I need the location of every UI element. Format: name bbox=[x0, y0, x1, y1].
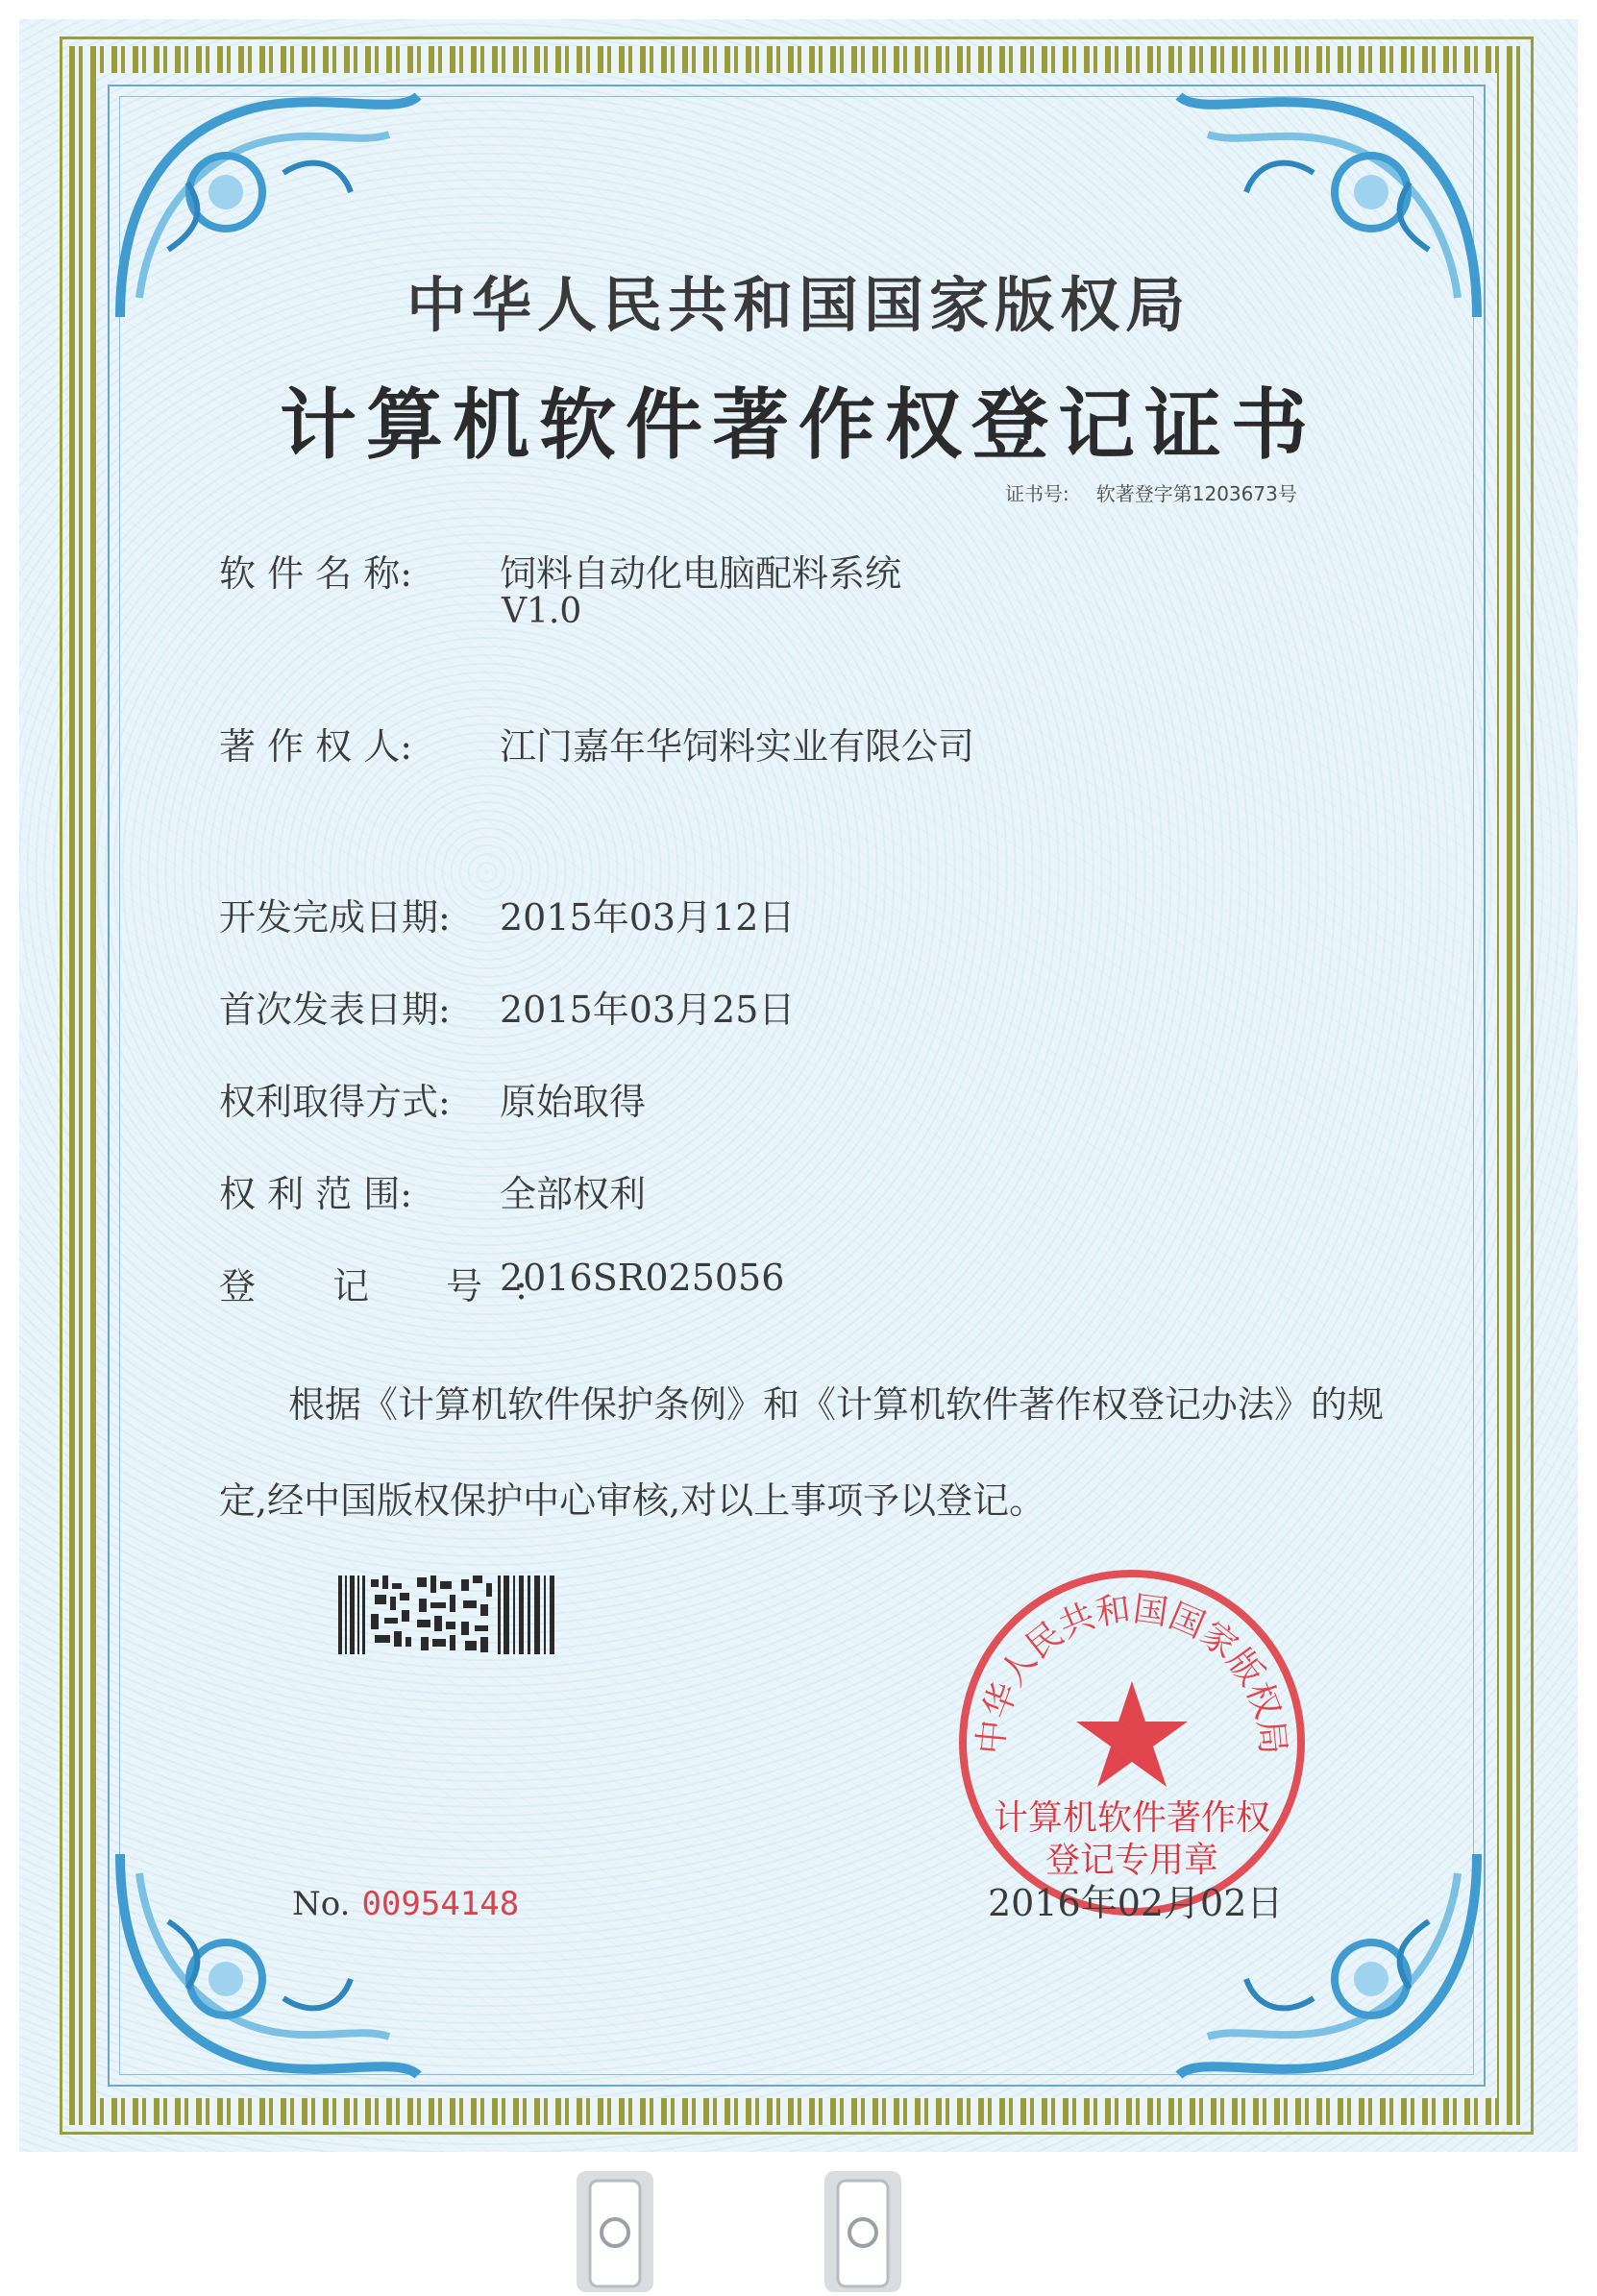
certificate-number bbox=[1005, 478, 1297, 506]
software-version: V1.0 bbox=[502, 592, 582, 631]
issue-date: 2016年02月02日 bbox=[988, 1882, 1284, 1924]
field-scope bbox=[219, 1164, 646, 1217]
serial-value: 00954148 bbox=[361, 1885, 520, 1923]
pub-date-label: 首次发表日期: bbox=[219, 989, 451, 1031]
scope-label: 权 利 范 围: bbox=[219, 1173, 413, 1215]
field-dev-date bbox=[219, 888, 795, 940]
acquire-label: 权利取得方式: bbox=[219, 1081, 451, 1123]
reg-no-value: 2016SR025056 bbox=[500, 1257, 785, 1299]
certificate-number-value: 软著登字第1203673号 bbox=[1095, 482, 1297, 505]
field-owner bbox=[219, 717, 974, 769]
serial-label: No. bbox=[292, 1885, 351, 1923]
scope-value: 全部权利 bbox=[500, 1173, 647, 1215]
seal-line-2: 登记专用章 bbox=[1044, 1841, 1218, 1880]
owner-label: 著 作 权 人: bbox=[219, 725, 413, 768]
issuer-heading: 中华人民共和国国家版权局 bbox=[405, 270, 1191, 340]
corner-ornament-bottom-left bbox=[111, 1844, 428, 2085]
pub-date-value: 2015年03月25日 bbox=[500, 989, 796, 1031]
field-acquire bbox=[219, 1072, 646, 1125]
field-pub-date bbox=[219, 980, 795, 1033]
serial-number bbox=[292, 1885, 519, 1923]
statement-paragraph bbox=[219, 1356, 1420, 1549]
owner-value: 江门嘉年华饲料实业有限公司 bbox=[500, 725, 975, 768]
dev-date-label: 开发完成日期: bbox=[219, 896, 451, 939]
reg-no-label: 登 记 号: bbox=[219, 1265, 560, 1307]
field-software-name bbox=[219, 544, 901, 597]
statement-text: 根据《计算机软件保护条例》和《计算机软件著作权登记办法》的规定,经中国版权保护中心审核,对以上事项予以登记。 bbox=[219, 1383, 1385, 1522]
field-reg-no bbox=[219, 1257, 784, 1309]
certificate-title: 计算机软件著作权登记证书 bbox=[280, 379, 1317, 470]
acquire-value: 原始取得 bbox=[500, 1081, 647, 1123]
dev-date-value: 2015年03月12日 bbox=[500, 896, 796, 939]
seal-arc-text: 中华人民共和国国家版权局 bbox=[971, 1589, 1292, 1757]
binder-clip-left bbox=[567, 2171, 663, 2292]
certificate-number-label: 证书号: bbox=[1005, 482, 1069, 505]
binder-clip-right bbox=[815, 2171, 911, 2292]
seal-line-1: 计算机软件著作权 bbox=[993, 1798, 1270, 1838]
software-name-value: 饲料自动化电脑配料系统 bbox=[500, 552, 902, 595]
software-name-label: 软 件 名 称: bbox=[219, 552, 413, 595]
barcode-image bbox=[336, 1575, 557, 1654]
